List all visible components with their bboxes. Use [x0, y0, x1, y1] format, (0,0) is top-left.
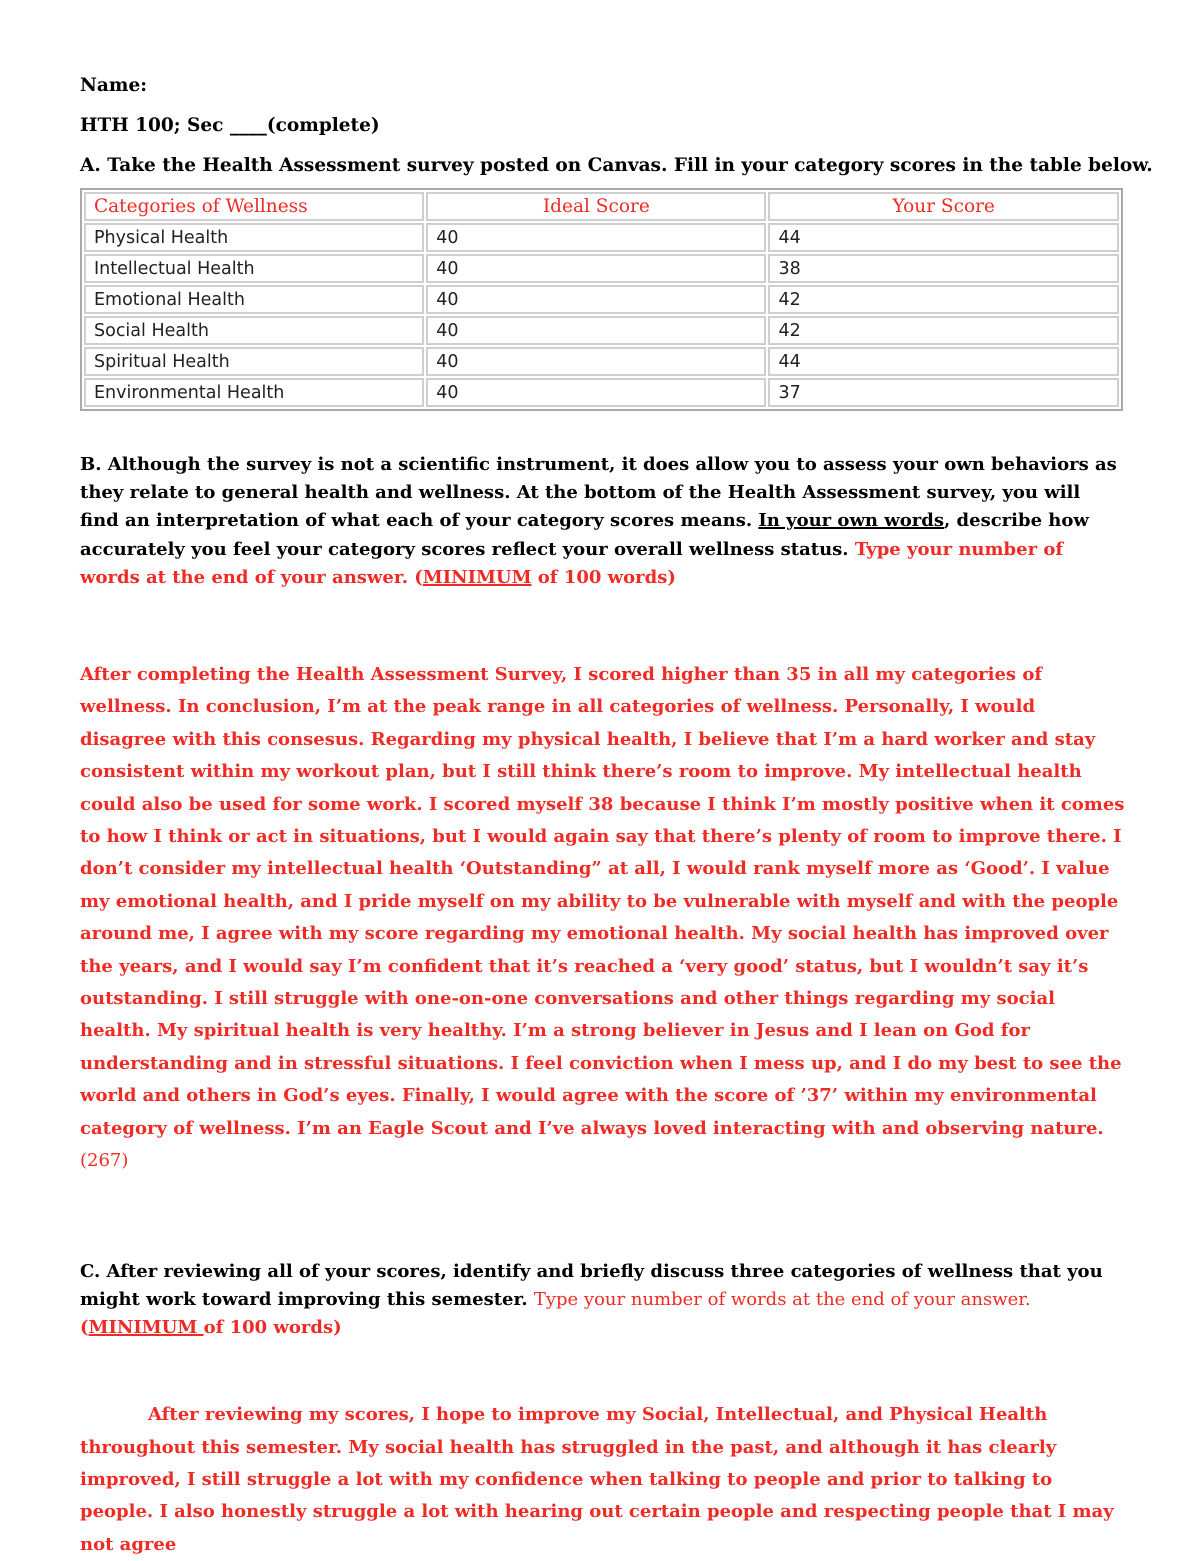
- category-cell: Spiritual Health: [84, 347, 424, 376]
- category-cell: Physical Health: [84, 223, 424, 252]
- table-row: [84, 347, 1119, 376]
- ideal-score-cell: 40: [426, 316, 766, 345]
- section-b-word-count: (267): [80, 1150, 129, 1172]
- name-label: Name:: [80, 75, 148, 96]
- your-score-cell: 42: [768, 285, 1119, 314]
- ideal-score-cell: 40: [426, 378, 766, 407]
- section-b-prompt: [80, 451, 1125, 592]
- category-cell: Social Health: [84, 316, 424, 345]
- ideal-score-cell: 40: [426, 223, 766, 252]
- category-cell: Emotional Health: [84, 285, 424, 314]
- your-score-cell: 37: [768, 378, 1119, 407]
- ideal-score-cell: 40: [426, 347, 766, 376]
- section-c-instruction: Type your number of words at the end of your answer.: [533, 1288, 1031, 1310]
- category-cell: Environmental Health: [84, 378, 424, 407]
- table-row: [84, 285, 1119, 314]
- category-cell: Intellectual Health: [84, 254, 424, 283]
- section-b-minimum: MINIMUM: [422, 566, 532, 588]
- your-score-cell: 44: [768, 347, 1119, 376]
- section-c-minimum: MINIMUM: [88, 1316, 204, 1338]
- in-your-own-words: In your own words: [758, 510, 944, 532]
- section-c-open-paren: (: [80, 1316, 89, 1338]
- table-row: [84, 378, 1119, 407]
- ideal-score-cell: 40: [426, 285, 766, 314]
- section-c-instruction-end: of 100 words): [203, 1316, 342, 1338]
- table-row: [84, 316, 1119, 345]
- document-page: [80, 66, 1153, 1561]
- section-b-prompt-start: B. Although the survey is not a scientific instrument, it does allow you to assess your own behaviors as they relate to general health and wellness. At the bottom of the Health Assessment survey, you will find an interpretation of what each of your category scores means.: [80, 454, 1117, 532]
- header-categories: Categories of Wellness: [84, 192, 424, 221]
- section-c-prompt-text: C. After reviewing all of your scores, identify and briefly discuss three categories of wellness that you might work toward improving this semester.: [80, 1260, 1103, 1310]
- section-b-prompt-end: , describe how accurately you feel your category scores reflect your overall wellness status.: [80, 510, 1089, 560]
- course-line: HTH 100; Sec ____(complete): [80, 115, 380, 136]
- table-row: [84, 223, 1119, 252]
- header-ideal-score: Ideal Score: [426, 192, 766, 221]
- table-header-row: [84, 192, 1119, 221]
- header-your-score: Your Score: [768, 192, 1119, 221]
- ideal-score-cell: 40: [426, 254, 766, 283]
- section-c-answer-text: After reviewing my scores, I hope to improve my Social, Intellectual, and Physical Health throughout this semester. My social health has struggled in the past, and although it has clearly improved, I still struggle a lot with my confidence when talking to people and prior to talking to people. I also honestly struggle a lot with hearing out certain people and respecting people that I may not agree: [80, 1404, 1114, 1555]
- scores-table: [80, 188, 1123, 411]
- section-b-answer: [80, 659, 1125, 1178]
- your-score-cell: 42: [768, 316, 1119, 345]
- section-b-answer-text: After completing the Health Assessment Survey, I scored higher than 35 in all my categories of wellness. In conclusion, I’m at the peak range in all categories of wellness. Personally, I would disagree with this consesus. Regarding my physical health, I believe that I’m a hard worker and stay consistent within my workout plan, but I still think there’s room to improve. My intellectual health could also be used for some work. I scored myself 38 because I think I’m mostly positive when it comes to how I think or act in situations, but I would again say that there’s plenty of room to improve there. I don’t consider my intellectual health ‘Outstanding” at all, I would rank myself more as ‘Good’. I value my emotional health, and I pride myself on my ability to be vulnerable with myself and with the people around me, I agree with my score regarding my emotional health. My social health has improved over the years, and I would say I’m confident that it’s reached a ‘very good’ status, but I wouldn’t say it’s outstanding. I still struggle with one-on-one conversations and other things regarding my social health. My spiritual health is very healthy. I’m a strong believer in Jesus and I lean on God for understanding and in stressful situations. I feel conviction when I mess up, and I do my best to see the world and others in God’s eyes. Finally, I would agree with the score of ’37’ within my environmental category of wellness. I’m an Eagle Scout and I’ve always loved interacting with and observing nature.: [80, 664, 1125, 1139]
- table-row: [84, 254, 1119, 283]
- section-b-instruction-end: of 100 words): [531, 566, 676, 588]
- section-c-answer: [80, 1399, 1125, 1561]
- your-score-cell: 44: [768, 223, 1119, 252]
- your-score-cell: 38: [768, 254, 1119, 283]
- section-b-instruction: Type your number of words at the end of your answer. (: [80, 538, 1064, 588]
- section-c-prompt: [80, 1258, 1125, 1343]
- section-a-prompt: A. Take the Health Assessment survey posted on Canvas. Fill in your category scores in the table below.: [80, 155, 1153, 176]
